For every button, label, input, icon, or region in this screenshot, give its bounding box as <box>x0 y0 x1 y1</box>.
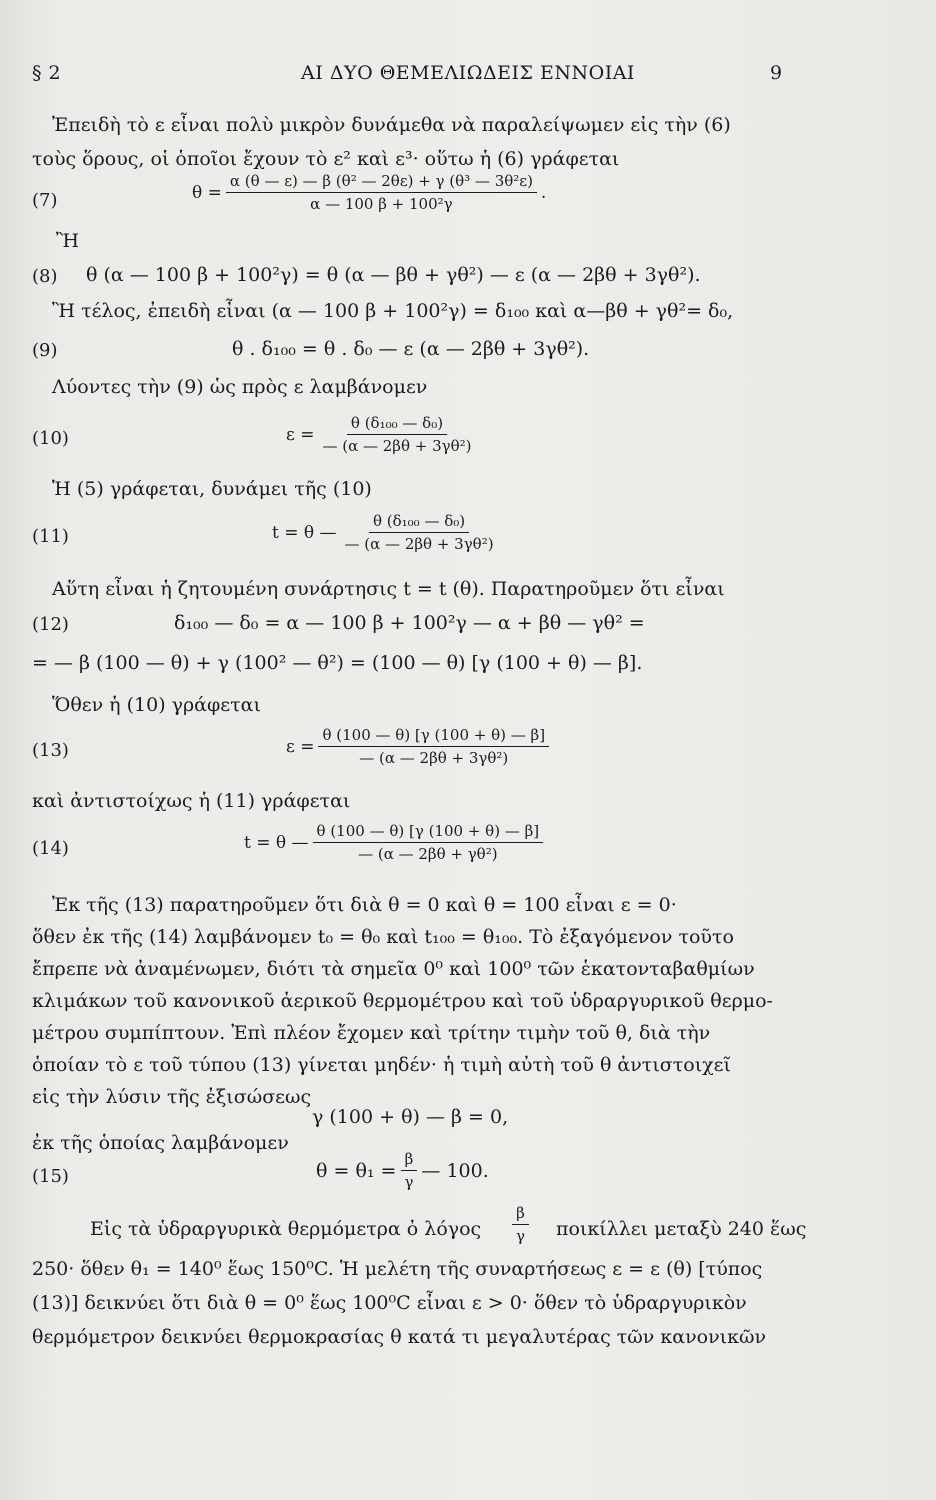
numerator: θ (δ₁₀₀ — δ₀) <box>369 512 469 533</box>
equation-12-line-1: δ₁₀₀ — δ₀ = α — 100 β + 100²γ — α + βθ — γθ² = <box>174 612 645 634</box>
text-line: Εἰς τὰ ὑδραργυρικὰ θερμόμετρα ὁ λόγος <box>90 1218 482 1240</box>
fraction <box>318 726 549 767</box>
equation-tag: (7) <box>32 190 58 211</box>
fraction <box>313 822 544 863</box>
numerator: θ (δ₁₀₀ — δ₀) <box>347 414 447 435</box>
fraction <box>226 172 537 213</box>
equation-tag: (12) <box>32 614 69 635</box>
equation-tag: (8) <box>32 266 58 287</box>
section-number: § 2 <box>32 62 62 84</box>
ratio-fraction <box>508 1204 533 1245</box>
equation-tag: (10) <box>32 428 69 449</box>
equation-lhs: t = θ — <box>244 832 309 853</box>
text-line: Ὅθεν ἡ (10) γράφεται <box>52 694 261 716</box>
text-line: ὅθεν ἐκ τῆς (14) λαμβάνομεν t₀ = θ₀ καὶ t₁₀₀ = θ₁₀₀. Τὸ ἐξαγόμενον τοῦτο <box>32 926 734 948</box>
equation-tail: — 100. <box>421 1159 489 1182</box>
text-line: Ἢ τέλος, ἐπειδὴ εἶναι (α — 100 β + 100²γ) = δ₁₀₀ καὶ α—βθ + γθ²= δ₀, <box>52 300 734 322</box>
text-line: καὶ ἀντιστοίχως ἡ (11) γράφεται <box>32 790 351 812</box>
equation-lhs: ε = <box>286 424 315 445</box>
text-line: Ἢ <box>56 230 80 252</box>
equation-lhs: t = θ — <box>272 522 337 543</box>
text-line: Ἡ (5) γράφεται, δυνάμει τῆς (10) <box>52 478 372 500</box>
text-line: θερμόμετρον δεικνύει θερμοκρασίας θ κατά τι μεγαλυτέρας τῶν κανονικῶν <box>32 1326 767 1348</box>
text-line: εἰς τὴν λύσιν τῆς ἐξισώσεως <box>32 1086 312 1108</box>
equation-12-line-2: = — β (100 — θ) + γ (100² — θ²) = (100 — θ) [γ (100 + θ) — β]. <box>32 652 643 674</box>
text-line: (13)] δεικνύει ὅτι διὰ θ = 0⁰ ἕως 100⁰C εἶναι ε > 0· ὅθεν τὸ ὑδραργυρικὸν <box>32 1292 747 1314</box>
equation-lhs: θ = θ₁ = <box>316 1159 397 1182</box>
equation-7 <box>192 172 546 213</box>
numerator: β <box>401 1150 418 1171</box>
denominator: — (α — 2βθ + 3γθ²) <box>322 437 472 455</box>
equation-8: θ (α — 100 β + 100²γ) = θ (α — βθ + γθ²) — ε (α — 2βθ + 3γθ²). <box>86 264 701 286</box>
text-line: ὁποίαν τὸ ε τοῦ τύπου (13) γίνεται μηδέν· ἡ τιμὴ αὐτὴ τοῦ θ ἀντιστοιχεῖ <box>32 1054 731 1076</box>
running-title: ΑΙ ΔΥΟ ΘΕΜΕΛΙΩΔΕΙΣ ΕΝΝΟΙΑΙ <box>301 62 635 84</box>
denominator: γ <box>404 1173 414 1191</box>
equation-tag: (11) <box>32 526 69 547</box>
page-number: 9 <box>770 62 783 84</box>
numerator: α (θ — ε) — β (θ² — 2θε) + γ (θ³ — 3θ²ε) <box>226 172 537 193</box>
text-line: ποικίλλει μεταξὺ 240 ἕως <box>556 1218 807 1240</box>
text-line: τοὺς ὅρους, οἱ ὁποῖοι ἔχουν τὸ ε² καὶ ε³· οὕτω ἡ (6) γράφεται <box>32 148 620 170</box>
text-line: μέτρου συμπίπτουν. Ἐπὶ πλέον ἔχομεν καὶ τρίτην τιμὴν τοῦ θ, διὰ τὴν <box>32 1022 711 1044</box>
numerator: θ (100 — θ) [γ (100 + θ) — β] <box>313 822 544 843</box>
text-line: ἐκ τῆς ὁποίας λαμβάνομεν <box>32 1132 289 1154</box>
denominator: γ <box>516 1227 525 1245</box>
equation-tag: (14) <box>32 838 69 859</box>
fraction <box>341 512 498 553</box>
denominator: — (α — 2βθ + 3γθ²) <box>359 749 509 767</box>
fraction <box>400 1150 417 1191</box>
equation-15 <box>316 1150 489 1191</box>
text-line: Αὕτη εἶναι ἡ ζητουμένη συνάρτησις t = t (θ). Παρατηροῦμεν ὅτι εἶναι <box>52 578 725 600</box>
equation-tag: (15) <box>32 1166 69 1187</box>
equation-13 <box>286 726 553 767</box>
text-line: Λύοντες τὴν (9) ὡς πρὸς ε λαμβάνομεν <box>52 376 428 398</box>
denominator: — (α — 2βθ + 3γθ²) <box>344 535 494 553</box>
equation-tail: . <box>540 182 547 203</box>
fraction <box>512 1204 529 1245</box>
text-line: ἔπρεπε νὰ ἀναμένωμεν, διότι τὰ σημεῖα 0⁰ καὶ 100⁰ τῶν ἑκατονταβαθμίων <box>32 958 755 980</box>
equation-14 <box>244 822 547 863</box>
text-line: Ἐπειδὴ τὸ ε εἶναι πολὺ μικρὸν δυνάμεθα νὰ παραλείψωμεν εἰς τὴν (6) <box>52 114 731 136</box>
denominator: — (α — 2βθ + γθ²) <box>358 845 498 863</box>
equation-10 <box>286 414 480 455</box>
equation-inline: γ (100 + θ) — β = 0, <box>312 1106 509 1128</box>
denominator: α — 100 β + 100²γ <box>310 195 453 213</box>
text-line: 250· ὅθεν θ₁ = 140⁰ ἕως 150⁰C. Ἡ μελέτη τῆς συναρτήσεως ε = ε (θ) [τύπος <box>32 1258 763 1280</box>
text-line: κλιμάκων τοῦ κανονικοῦ ἀερικοῦ θερμομέτρου καὶ τοῦ ὑδραργυρικοῦ θερμο- <box>32 990 773 1012</box>
equation-11 <box>272 512 502 553</box>
equation-tag: (9) <box>32 340 58 361</box>
equation-9: θ . δ₁₀₀ = θ . δ₀ — ε (α — 2βθ + 3γθ²). <box>232 338 590 360</box>
numerator: θ (100 — θ) [γ (100 + θ) — β] <box>318 726 549 747</box>
equation-tag: (13) <box>32 740 69 761</box>
text-line: Ἐκ τῆς (13) παρατηροῦμεν ὅτι διὰ θ = 0 καὶ θ = 100 εἶναι ε = 0· <box>52 894 677 916</box>
numerator: β <box>512 1204 529 1225</box>
equation-lhs: ε = <box>286 736 315 757</box>
fraction <box>318 414 475 455</box>
equation-lhs: θ = <box>192 182 222 203</box>
